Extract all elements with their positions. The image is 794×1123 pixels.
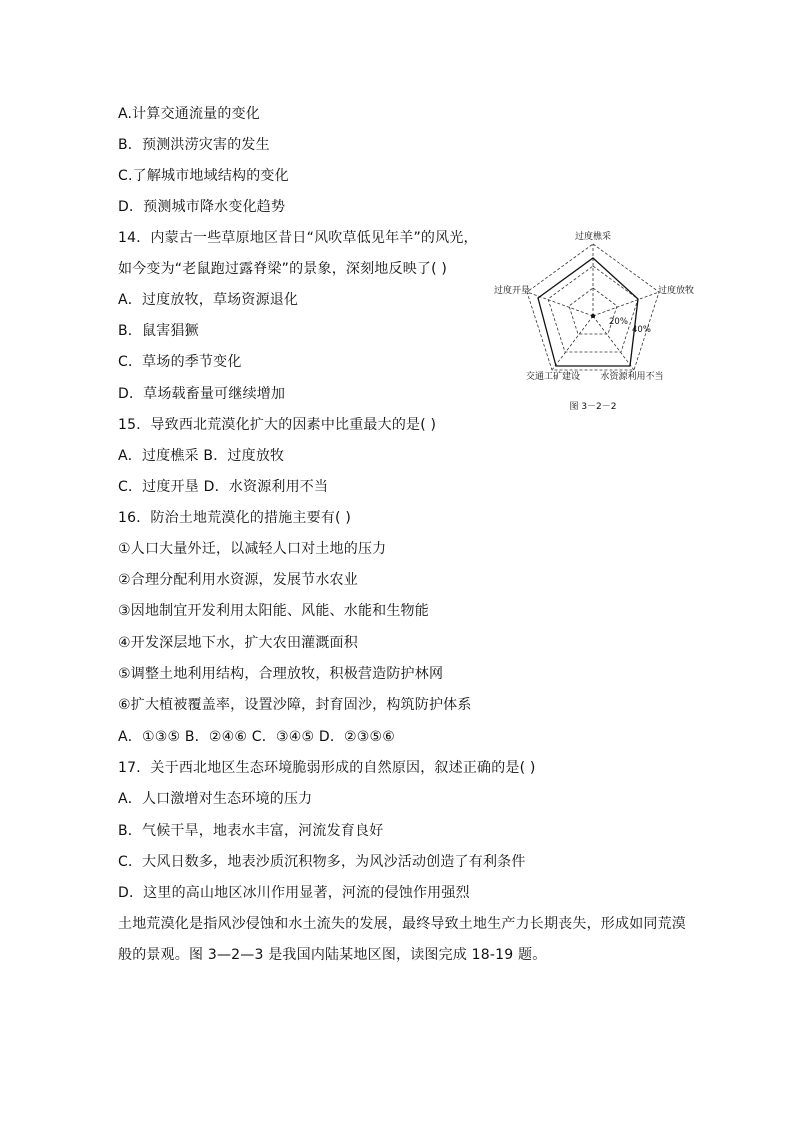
paragraph-line: 般的景观。图 3—2—3 是我国内陆某地区图，读图完成 18-19 题。 bbox=[118, 947, 547, 963]
question-15-stem: 15．导致西北荒漠化扩大的因素中比重最大的是( ) bbox=[118, 417, 437, 433]
measure-1: ①人口大量外迁，以减轻人口对土地的压力 bbox=[118, 541, 387, 557]
figure-caption: 图 3－2－2 bbox=[569, 402, 617, 412]
question-14-stem-cont: 如今变为“老鼠跑过露脊梁”的景象，深刻地反映了( ) bbox=[118, 261, 448, 277]
radar-grid bbox=[527, 244, 659, 370]
option-b: B．鼠害猖獗 bbox=[118, 323, 199, 339]
radar-center-dot bbox=[591, 314, 595, 318]
question-16-options: A．①③⑤ B．②④⑥ C．③④⑤ D．②③⑤⑥ bbox=[118, 729, 396, 745]
option-a: A．过度放牧，草场资源退化 bbox=[118, 292, 299, 308]
text-line: A.计算交通流量的变化 bbox=[118, 106, 260, 122]
axis-label-water-misuse: 水资源利用不当 bbox=[600, 372, 664, 382]
option-d: D．这里的高山地区冰川作用显著，河流的侵蚀作用强烈 bbox=[118, 885, 470, 901]
axis-label-overgrazing: 过度放牧 bbox=[657, 286, 695, 296]
options-ab: A．过度樵采 B．过度放牧 bbox=[118, 448, 285, 464]
option-b: B．气候干旱，地表水丰富，河流发育良好 bbox=[118, 823, 384, 839]
option-d: D．草场载畜量可继续增加 bbox=[118, 386, 286, 402]
ring-label-40: 40% bbox=[632, 325, 651, 335]
radar-ring-outer bbox=[527, 244, 659, 370]
axis-label-mining-construction: 交通工矿建设 bbox=[525, 372, 581, 382]
measure-6: ⑥扩大植被覆盖率，设置沙障，封育固沙，构筑防护体系 bbox=[118, 697, 472, 713]
text-line: B．预测洪涝灾害的发生 bbox=[118, 137, 270, 153]
ring-label-20: 20% bbox=[609, 317, 628, 327]
question-16-stem: 16．防治土地荒漠化的措施主要有( ) bbox=[118, 510, 351, 526]
measure-4: ④开发深层地下水，扩大农田灌溉面积 bbox=[118, 635, 358, 651]
question-14-stem: 14．内蒙古一些草原地区昔日“风吹草低见年羊”的风光， bbox=[118, 230, 478, 246]
radar-spoke bbox=[552, 316, 593, 370]
text-line: C.了解城市地域结构的变化 bbox=[118, 168, 289, 184]
radar-figure bbox=[488, 226, 698, 416]
option-a: A．人口激增对生态环境的压力 bbox=[118, 791, 313, 807]
measure-2: ②合理分配利用水资源，发展节水农业 bbox=[118, 572, 358, 588]
paragraph-line: 土地荒漠化是指风沙侵蚀和水土流失的发展，最终导致土地生产力长期丧失，形成如同荒漠 bbox=[118, 916, 686, 932]
option-c: C．草场的季节变化 bbox=[118, 354, 242, 370]
text-line: D．预测城市降水变化趋势 bbox=[118, 199, 286, 215]
measure-3: ③因地制宜开发利用太阳能、风能、水能和生物能 bbox=[118, 603, 429, 619]
axis-label-overreclamation: 过度开垦 bbox=[493, 286, 531, 296]
axis-label-overcutting: 过度樵采 bbox=[574, 232, 612, 242]
question-17-stem: 17．关于西北地区生态环境脆弱形成的自然原因，叙述正确的是( ) bbox=[118, 760, 536, 776]
option-c: C．大风日数多，地表沙质沉积物多，为风沙活动创造了有利条件 bbox=[118, 854, 526, 870]
measure-5: ⑤调整土地利用结构，合理放牧，积极营造防护林网 bbox=[118, 666, 444, 682]
radar-data-polygon bbox=[538, 258, 638, 366]
options-cd: C．过度开垦 D．水资源利用不当 bbox=[118, 479, 329, 495]
